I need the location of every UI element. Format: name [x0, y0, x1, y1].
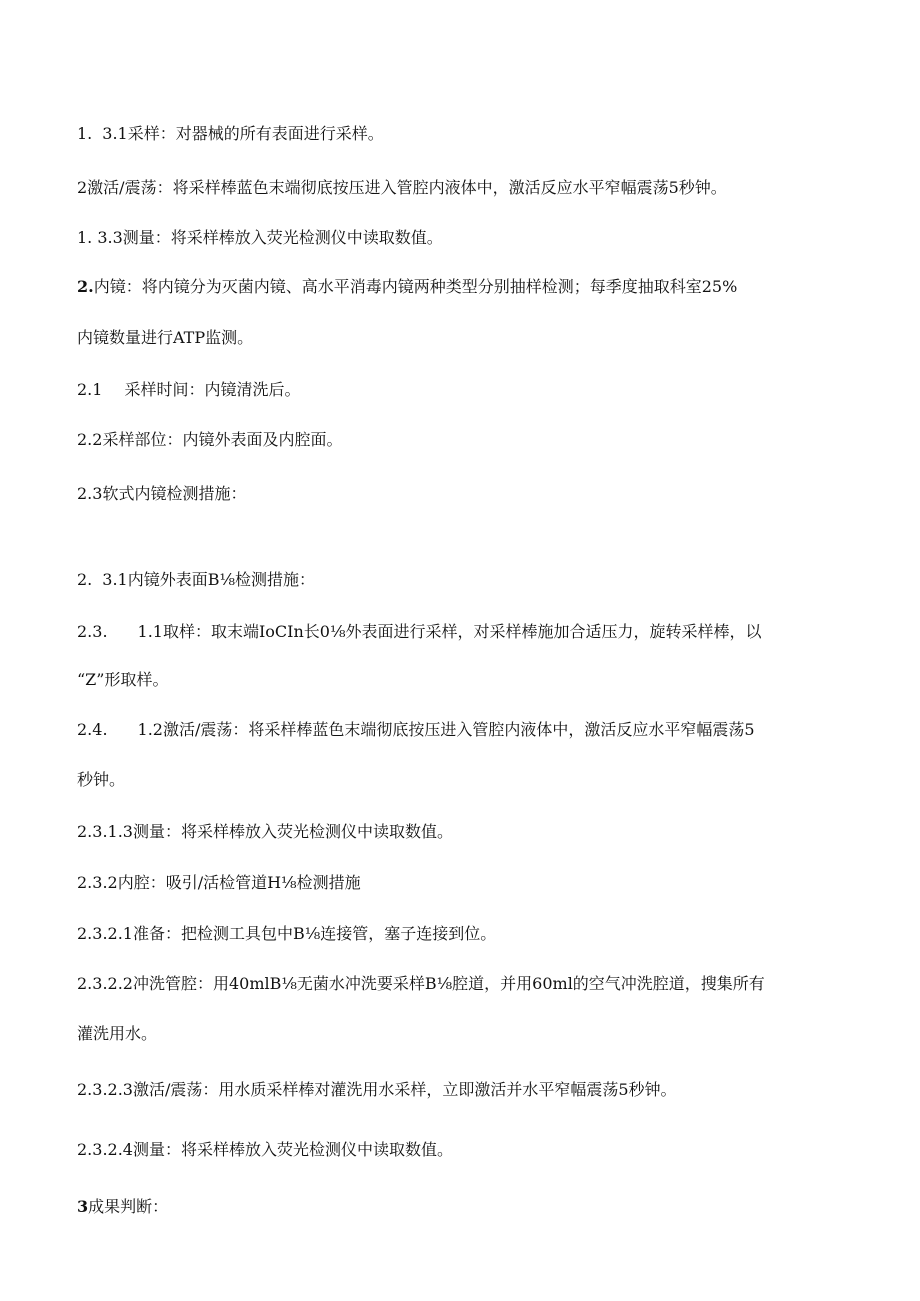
paragraph-text: “Z”形取样。: [77, 670, 169, 689]
paragraph-text: 2.3.2.2冲洗管腔：用40mlB⅛无菌水冲洗要采样B⅛腔道，并用60ml的空气冲洗腔道，搜集所有: [77, 974, 765, 993]
paragraph-text: 3.1采样：对器械的所有表面进行采样。: [102, 124, 384, 143]
paragraph-sampling-time: [77, 380, 300, 400]
list-number: 1.: [77, 124, 93, 143]
paragraph-text: 1.1取样：取末端IoCIn长0⅛外表面进行采样，对采样棒施加合适压力，旋转采样棒，以: [137, 622, 762, 641]
paragraph-preparation: [77, 924, 496, 944]
list-number: 2.3.: [77, 622, 108, 641]
paragraph-text: 2.3软式内镜检测措施：: [77, 484, 247, 503]
paragraph-sampling: [77, 124, 384, 144]
paragraph-text: 秒钟。: [77, 770, 126, 789]
paragraph-text: 灌洗用水。: [77, 1024, 158, 1043]
paragraph-text: 成果判断：: [88, 1197, 169, 1216]
paragraph-line: [77, 328, 253, 348]
section-number: 2.: [77, 277, 94, 296]
paragraph-text: 1. 3.3测量：将采样棒放入荧光检测仪中读取数值。: [77, 228, 443, 247]
paragraph-activation-3: [77, 1080, 677, 1100]
section-number: 3: [77, 1197, 89, 1216]
paragraph-text: 2.3.2.4测量：将采样棒放入荧光检测仪中读取数值。: [77, 1140, 453, 1159]
paragraph-text: 2.3.2.3激活/震荡：用水质采样棒对灌洗用水采样，立即激活并水平窄幅震荡5秒钟。: [77, 1080, 677, 1099]
paragraph-measurement-3: [77, 1140, 453, 1160]
paragraph-measurement: [77, 228, 443, 248]
paragraph-sampling-method: [77, 622, 762, 642]
list-number: 2.1: [77, 380, 103, 399]
list-number: 2.4.: [77, 720, 108, 739]
paragraph-outer-surface: [77, 570, 315, 590]
paragraph-text: 内镜：将内镜分为灭菌内镜、高水平消毒内镜两种类型分别抽样检测；每季度抽取科室25%: [93, 277, 738, 296]
paragraph-text: 3.1内镜外表面B⅛检测措施：: [102, 570, 315, 589]
paragraph-activation-2: [77, 720, 755, 740]
paragraph-soft-endoscope: [77, 484, 246, 504]
paragraph-line: [77, 670, 168, 690]
paragraph-line: [77, 1024, 157, 1044]
paragraph-lumen: [77, 873, 361, 893]
paragraph-text: 内镜数量进行ATP监测。: [77, 328, 254, 347]
paragraph-measurement-2: [77, 822, 453, 842]
section-result: [77, 1197, 168, 1217]
paragraph-line: [77, 770, 125, 790]
paragraph-flush: [77, 974, 765, 994]
paragraph-text: 2激活/震荡：将采样棒蓝色末端彻底按压进入管腔内液体中，激活反应水平窄幅震荡5秒钟。: [77, 178, 727, 197]
list-number: 2.: [77, 570, 93, 589]
paragraph-text: 2.3.2内腔：吸引/活检管道H⅛检测措施: [77, 873, 361, 892]
paragraph-text: 2.3.2.1准备：把检测工具包中B⅛连接管，塞子连接到位。: [77, 924, 497, 943]
paragraph-activation: [77, 178, 727, 198]
paragraph-text: 2.2采样部位：内镜外表面及内腔面。: [77, 430, 343, 449]
paragraph-text: 采样时间：内镜清洗后。: [124, 380, 301, 399]
paragraph-sampling-site: [77, 430, 342, 450]
paragraph-text: 1.2激活/震荡：将采样棒蓝色末端彻底按压进入管腔内液体中，激活反应水平窄幅震荡5: [137, 720, 755, 739]
paragraph-text: 2.3.1.3测量：将采样棒放入荧光检测仪中读取数值。: [77, 822, 453, 841]
section-endoscope: [77, 277, 737, 297]
